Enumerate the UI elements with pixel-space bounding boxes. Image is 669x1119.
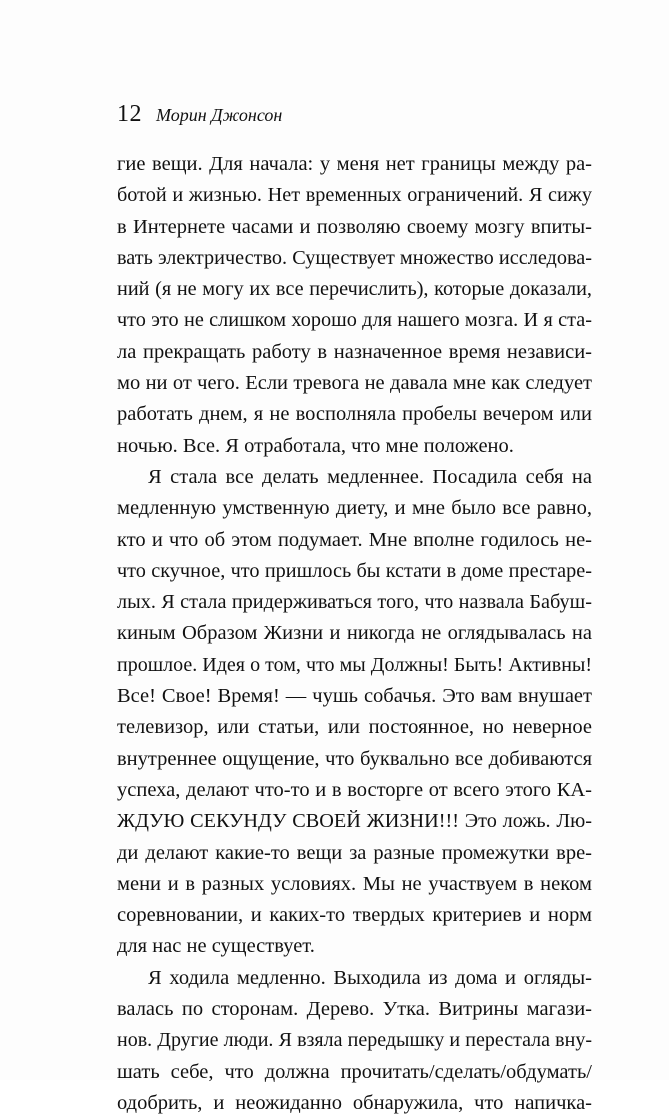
- text-line: ди делают какие-то вещи за разные промежутки вре-: [117, 841, 592, 864]
- text-line: вать электричество. Существует множество исследова-: [117, 246, 592, 269]
- text-line: Я стала все делать медленнее. Посадила себя на: [148, 465, 592, 488]
- text-line: соревновании, и каких-то твердых критериев и норм: [117, 904, 592, 927]
- text-line: успеха, делают что-то и в восторге от всего этого КА-: [117, 778, 592, 801]
- text-line: кто и что об этом подумает. Мне вполне годилось не-: [117, 528, 592, 551]
- body-text: [117, 149, 592, 1119]
- text-line: телевизор, или статьи, или постоянное, но неверное: [117, 716, 592, 739]
- text-line: ночью. Все. Я отработала, что мне положено.: [117, 434, 514, 457]
- text-line: ний (я не могу их все перечислить), которые доказали,: [117, 278, 592, 301]
- text-line: валась по сторонам. Дерево. Утка. Витрины магази-: [117, 998, 592, 1021]
- text-line: прошлое. Идея о том, что мы Должны! Быть! Активны!: [117, 653, 592, 676]
- text-line: для нас не существует.: [117, 935, 315, 958]
- text-line: что скучное, что пришлось бы кстати в доме престаре-: [117, 559, 592, 582]
- text-line: гие вещи. Для начала: у меня нет границы между ра-: [117, 153, 592, 175]
- text-line: ЖДУЮ СЕКУНДУ СВОЕЙ ЖИЗНИ!!! Это ложь. Лю-: [117, 810, 592, 833]
- text-line: нов. Другие люди. Я взяла передышку и перестала вну-: [117, 1029, 592, 1052]
- text-line: ботой и жизнью. Нет временных ограничений. Я сижу: [117, 184, 592, 207]
- page-number: 12: [117, 101, 142, 127]
- text-line: работать днем, я не восполняла пробелы вечером или: [117, 403, 592, 426]
- text-line: внутреннее ощущение, что буквально все добиваются: [117, 747, 592, 770]
- text-line: одобрить, и неожиданно обнаружила, что напичка-: [117, 1091, 592, 1114]
- text-line: в Интернете часами и позволяю своему мозгу впиты-: [117, 215, 592, 238]
- text-line: лых. Я стала придерживаться того, что назвала Бабуш-: [117, 591, 592, 614]
- text-line: ла прекращать работу в назначенное время независи-: [117, 340, 592, 363]
- running-head-author: Морин Джонсон: [156, 105, 283, 125]
- text-line: мени и в разных условиях. Мы не участвуем в неком: [117, 872, 592, 895]
- text-line: медленную умственную диету, и мне было все равно,: [117, 497, 592, 520]
- text-line: киным Образом Жизни и никогда не оглядывалась на: [117, 622, 592, 645]
- text-line: Я ходила медленно. Выходила из дома и огляды-: [148, 966, 592, 989]
- text-line: шать себе, что должна прочитать/сделать/обдумать/: [117, 1060, 592, 1083]
- text-line: мо ни от чего. Если тревога не давала мне как следует: [117, 372, 592, 395]
- running-head: [117, 101, 282, 131]
- text-line: что это не слишком хорошо для нашего мозга. И я ста-: [117, 309, 592, 332]
- text-line: Все! Свое! Время! — чушь собачья. Это вам внушает: [117, 685, 592, 708]
